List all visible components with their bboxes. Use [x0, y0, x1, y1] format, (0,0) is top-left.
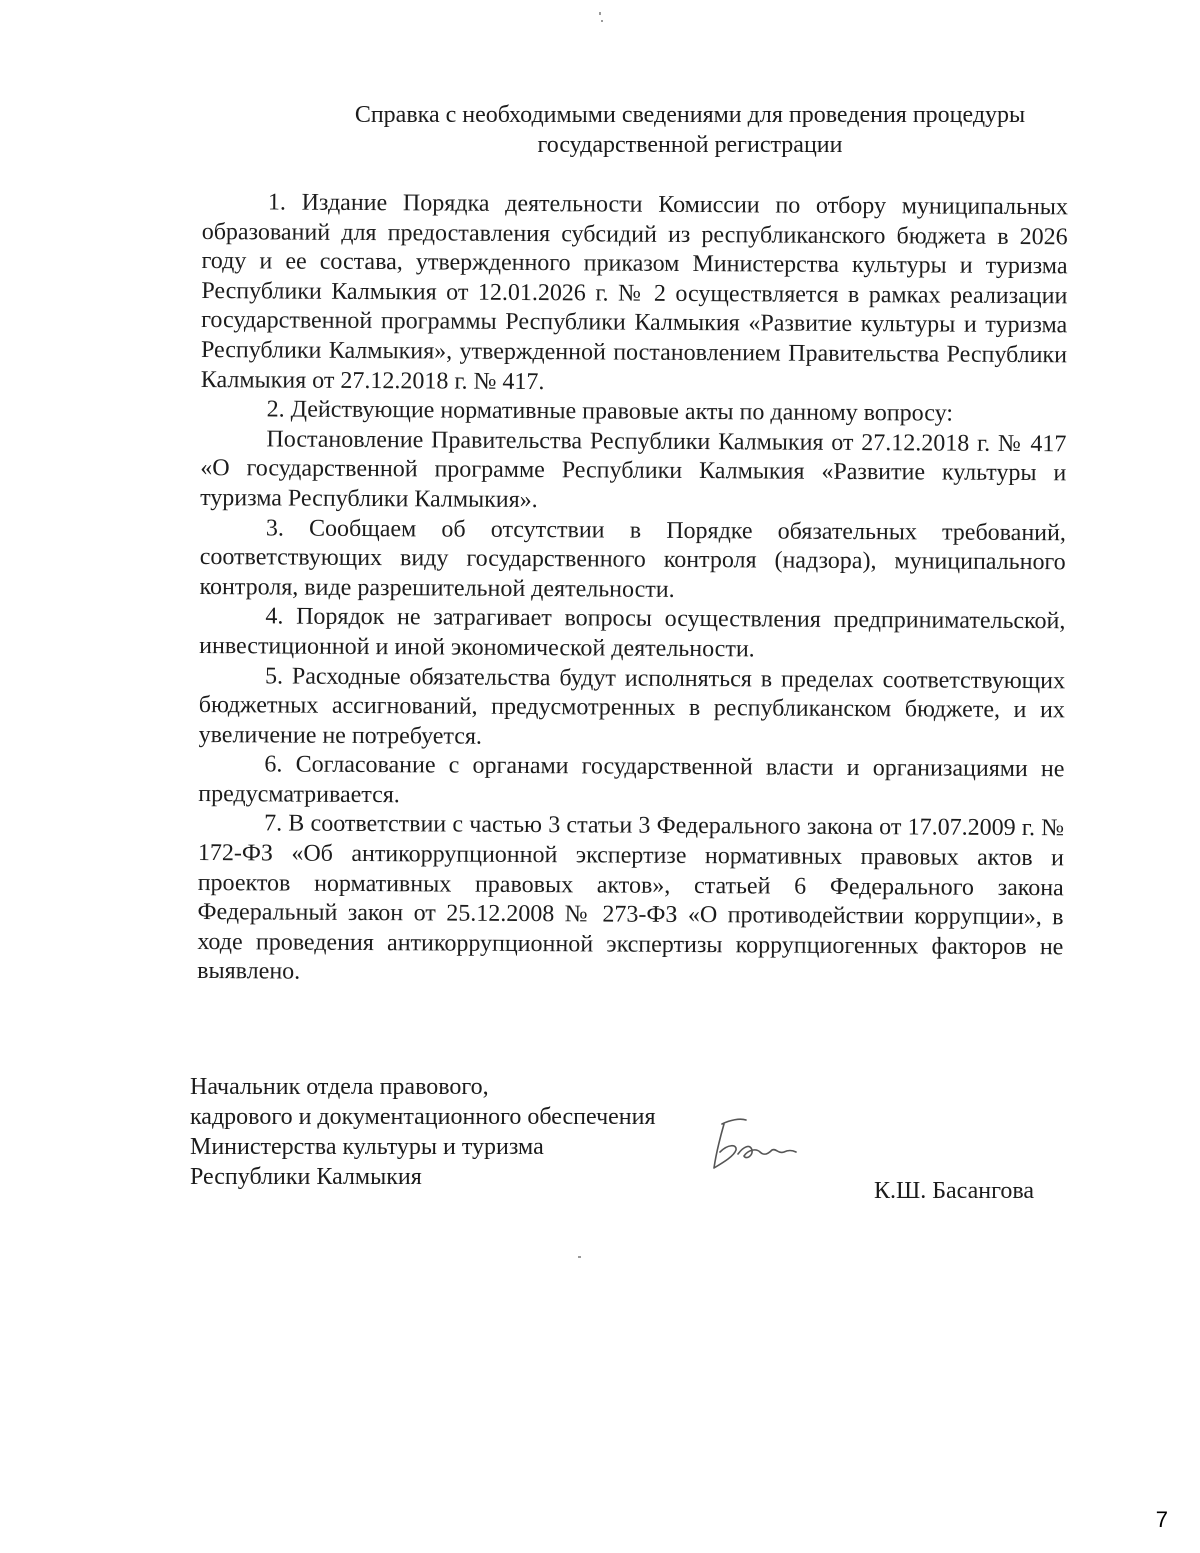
signatory-name: К.Ш. Басангова: [874, 1178, 1035, 1204]
paragraph-2-act: Постановление Правительства Республики Калмыкия от 27.12.2018 г. № 417 «О государственной программе Республики Калмыкия «Развитие культуры и туризма Республики Калмыкия».: [200, 426, 1067, 513]
document-body: [197, 188, 1068, 992]
scan-speck: [599, 12, 601, 15]
page-number: 7: [1155, 1507, 1168, 1532]
paragraph-7: 7. В соответствии с частью 3 статьи 3 Федерального закона от 17.07.2009 г. № 172-ФЗ «Об антикоррупционной экспертизе нормативных правовых актов и проектов нормативных правовых актов», статьей 6 Федерального закона Федеральный закон от 25.12.2008 № 273-ФЗ «О противодействии коррупции», в ходе проведения антикоррупционной экспертизы коррупциогенных факторов не выявлено.: [197, 810, 1065, 986]
handwritten-signature-icon: [700, 1110, 800, 1180]
title-line-1: Справка с необходимыми сведениями для проведения процедуры: [354, 102, 1026, 128]
paragraph-5: 5. Расходные обязательства будут исполняться в пределах соответствующих бюджетных ассигнований, предусмотренных в республиканском бюджете, и их увеличение не потребуется.: [198, 662, 1066, 750]
paragraph-1: 1. Издание Порядка деятельности Комиссии по отбору муниципальных образований для предоставления субсидий из республиканского бюджета в 2026 году и ее состава, утвержденного приказом Министерства культуры и туризма Республики Калмыкия от 12.01.2026 г. № 2 осуществляется в рамках реализации государственной программы Республики Калмыкия «Развитие культуры и туризма Республики Калмыкия», утвержденной постановлением Правительства Республики Калмыкия от 27.12.2018 г. № 417.: [200, 189, 1068, 395]
signatory-position: [190, 1072, 656, 1192]
scan-speck: [601, 20, 603, 22]
paragraph-2: 2. Действующие нормативные правовые акты по данному вопросу:: [266, 396, 954, 427]
position-line-1: Начальник отдела правового,: [190, 1074, 489, 1100]
scan-speck: [578, 1256, 581, 1258]
position-line-4: Республики Калмыкия: [190, 1164, 422, 1190]
document-title: [260, 100, 1120, 160]
paragraph-4: 4. Порядок не затрагивает вопросы осуществления предпринимательской, инвестиционной и иной экономической деятельности.: [199, 603, 1066, 663]
title-line-2: государственной регистрации: [537, 132, 843, 158]
position-line-2: кадрового и документационного обеспечения: [190, 1104, 656, 1130]
position-line-3: Министерства культуры и туризма: [190, 1134, 544, 1160]
paragraph-3: 3. Сообщаем об отсутствии в Порядке обязательных требований, соответствующих виду государственного контроля (надзора), муниципального контроля, виде разрешительной деятельности.: [199, 514, 1066, 603]
paragraph-6: 6. Согласование с органами государственной власти и организациями не предусматривается.: [198, 751, 1065, 809]
